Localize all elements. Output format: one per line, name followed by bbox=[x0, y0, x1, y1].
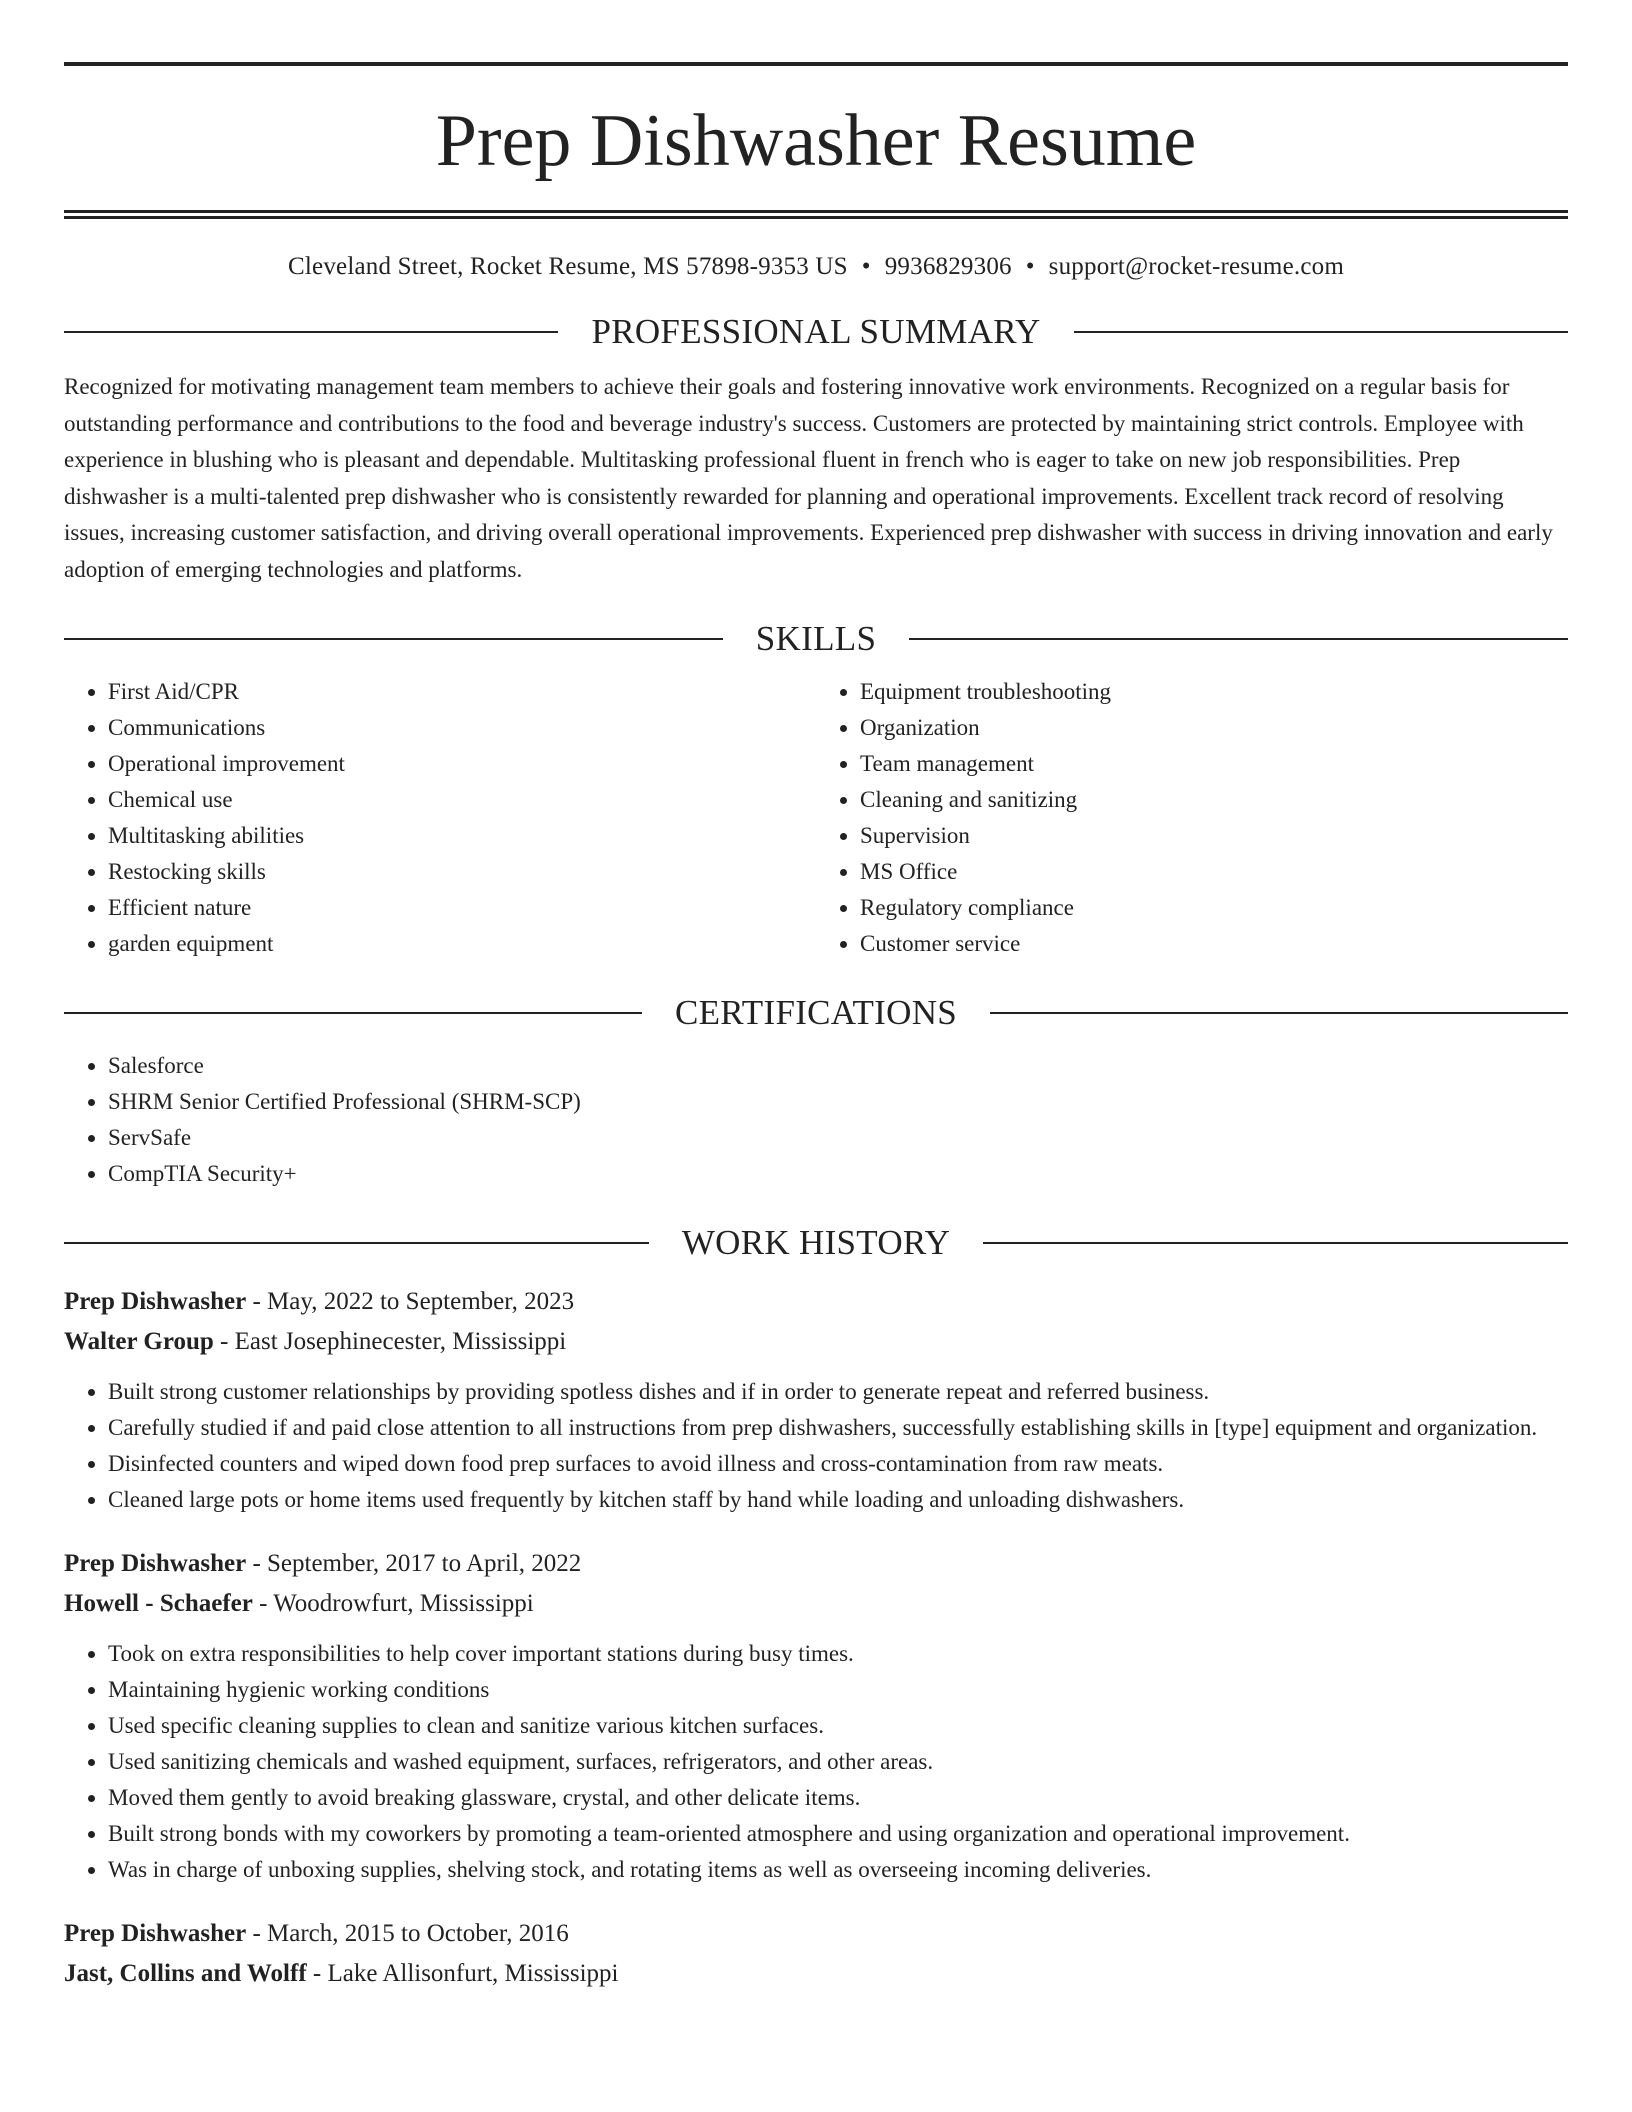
section-header-certifications bbox=[64, 992, 1568, 1034]
job-bullets bbox=[64, 1636, 1568, 1888]
section-rule bbox=[990, 1012, 1568, 1014]
skills-list-right bbox=[816, 674, 1568, 962]
job-entry bbox=[64, 1914, 1568, 1994]
list-item: • Efficient nature bbox=[108, 890, 816, 926]
section-title: SKILLS bbox=[755, 619, 877, 658]
work-history-list bbox=[64, 1282, 1568, 1994]
section-header-summary bbox=[64, 311, 1568, 353]
list-item: • Equipment troubleshooting bbox=[860, 674, 1568, 710]
list-item: • Operational improvement bbox=[108, 746, 816, 782]
contact-address: Cleveland Street, Rocket Resume, MS 57898-9353 US bbox=[288, 253, 848, 280]
list-item: • Regulatory compliance bbox=[860, 890, 1568, 926]
skills-list-left bbox=[64, 674, 816, 962]
job-company-line bbox=[64, 1954, 1568, 1994]
list-item: • Chemical use bbox=[108, 782, 816, 818]
section-header-work-history bbox=[64, 1222, 1568, 1264]
contact-line bbox=[64, 253, 1568, 281]
list-item: • Built strong bonds with my coworkers by promoting a team-oriented atmosphere and using organization and operational improvement. bbox=[108, 1816, 1568, 1852]
list-item: • First Aid/CPR bbox=[108, 674, 816, 710]
resume-page bbox=[64, 0, 1568, 1994]
list-item: • SHRM Senior Certified Professional (SHRM-SCP) bbox=[108, 1084, 1568, 1120]
list-item: • Carefully studied if and paid close attention to all instructions from prep dishwashers, successfully establishing skills in [type] equipment and organization. bbox=[108, 1410, 1568, 1446]
list-item: • Cleaned large pots or home items used frequently by kitchen staff by hand while loading and unloading dishwashers. bbox=[108, 1482, 1568, 1518]
job-title-line bbox=[64, 1282, 1568, 1322]
list-item: • Supervision bbox=[860, 818, 1568, 854]
top-rule bbox=[64, 62, 1568, 66]
professional-summary-text: Recognized for motivating management team members to achieve their goals and fostering innovative work environments. Recognized on a regular basis for outstanding performance and contributions to the food and beverage industry's success. Customers are protected by maintaining strict controls. Employee with experience in blushing who is pleasant and dependable. Multitasking professional fluent in french who is eager to take on new job responsibilities. Prep dishwasher is a multi-talented prep dishwasher who is consistently rewarded for planning and operational improvements. Excellent track record of resolving issues, increasing customer satisfaction, and driving overall operational improvements. Experienced prep dishwasher with success in driving innovation and early adoption of emerging technologies and platforms. bbox=[64, 374, 1553, 582]
list-item: • MS Office bbox=[860, 854, 1568, 890]
list-item: • Built strong customer relationships by providing spotless dishes and if in order to generate repeat and referred business. bbox=[108, 1374, 1568, 1410]
job-entry bbox=[64, 1282, 1568, 1518]
list-item: • Cleaning and sanitizing bbox=[860, 782, 1568, 818]
contact-separator: • bbox=[1025, 253, 1035, 280]
job-company: Walter Group bbox=[64, 1328, 214, 1355]
section-rule bbox=[64, 1242, 649, 1244]
list-item: • Multitasking abilities bbox=[108, 818, 816, 854]
list-item: • Disinfected counters and wiped down food prep surfaces to avoid illness and cross-contamination from raw meats. bbox=[108, 1446, 1568, 1482]
section-rule bbox=[983, 1242, 1568, 1244]
job-location: - Lake Allisonfurt, Mississippi bbox=[306, 1960, 619, 1987]
list-item: • CompTIA Security+ bbox=[108, 1156, 1568, 1192]
contact-phone: 9936829306 bbox=[884, 253, 1012, 280]
job-dates: - May, 2022 to September, 2023 bbox=[246, 1288, 575, 1315]
job-dates: - March, 2015 to October, 2016 bbox=[246, 1920, 569, 1947]
list-item: • Salesforce bbox=[108, 1048, 1568, 1084]
job-company: Howell - Schaefer bbox=[64, 1590, 253, 1617]
list-item: • Team management bbox=[860, 746, 1568, 782]
job-location: - East Josephinecester, Mississippi bbox=[213, 1328, 567, 1355]
section-title: WORK HISTORY bbox=[681, 1223, 951, 1262]
section-rule bbox=[64, 331, 558, 333]
job-dates: - September, 2017 to April, 2022 bbox=[246, 1550, 582, 1577]
list-item: • Took on extra responsibilities to help cover important stations during busy times. bbox=[108, 1636, 1568, 1672]
job-title: Prep Dishwasher bbox=[64, 1920, 247, 1947]
list-item: • Used specific cleaning supplies to clean and sanitize various kitchen surfaces. bbox=[108, 1708, 1568, 1744]
section-rule bbox=[64, 638, 723, 640]
list-item: • Used sanitizing chemicals and washed equipment, surfaces, refrigerators, and other areas. bbox=[108, 1744, 1568, 1780]
section-title: CERTIFICATIONS bbox=[674, 993, 958, 1032]
job-entry bbox=[64, 1544, 1568, 1888]
list-item: • Was in charge of unboxing supplies, shelving stock, and rotating items as well as overseeing incoming deliveries. bbox=[108, 1852, 1568, 1888]
list-item: • Organization bbox=[860, 710, 1568, 746]
job-title: Prep Dishwasher bbox=[64, 1550, 247, 1577]
list-item: • ServSafe bbox=[108, 1120, 1568, 1156]
job-title: Prep Dishwasher bbox=[64, 1288, 247, 1315]
resume-title: Prep Dishwasher Resume bbox=[435, 100, 1197, 182]
section-rule bbox=[909, 638, 1568, 640]
job-location: - Woodrowfurt, Mississippi bbox=[252, 1590, 534, 1617]
list-item: • Moved them gently to avoid breaking glassware, crystal, and other delicate items. bbox=[108, 1780, 1568, 1816]
list-item: • Customer service bbox=[860, 926, 1568, 962]
section-header-skills bbox=[64, 618, 1568, 660]
job-company-line bbox=[64, 1584, 1568, 1624]
list-item: • Communications bbox=[108, 710, 816, 746]
contact-email: support@rocket-resume.com bbox=[1048, 253, 1344, 280]
job-title-line bbox=[64, 1914, 1568, 1954]
job-company-line bbox=[64, 1322, 1568, 1362]
section-rule bbox=[1074, 331, 1568, 333]
skills-columns bbox=[64, 674, 1568, 962]
section-rule bbox=[64, 1012, 642, 1014]
job-title-line bbox=[64, 1544, 1568, 1584]
list-item: • Maintaining hygienic working conditions bbox=[108, 1672, 1568, 1708]
contact-separator: • bbox=[861, 253, 871, 280]
certifications-list bbox=[64, 1048, 1568, 1192]
list-item: • garden equipment bbox=[108, 926, 816, 962]
job-bullets bbox=[64, 1374, 1568, 1518]
list-item: • Restocking skills bbox=[108, 854, 816, 890]
title-double-rule bbox=[64, 210, 1568, 219]
job-company: Jast, Collins and Wolff bbox=[64, 1960, 307, 1987]
section-title: PROFESSIONAL SUMMARY bbox=[591, 312, 1041, 351]
